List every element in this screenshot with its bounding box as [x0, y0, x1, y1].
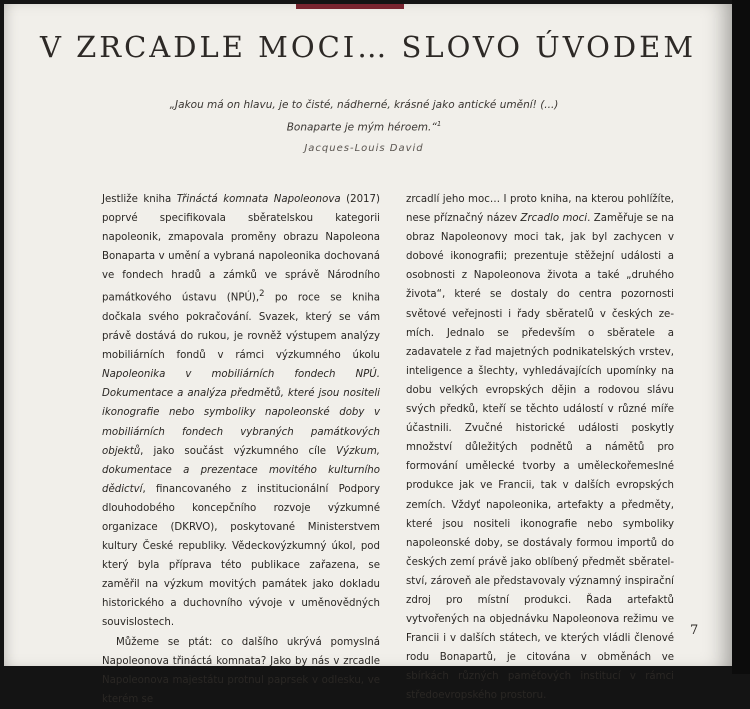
book-title-emphasis: Třináctá komnata Napoleonova: [176, 194, 341, 205]
research-goal-emphasis: Výzkum, dokumentace a prezentace movitého kulturního dědictví: [102, 445, 380, 495]
text-run: po roce se kniha dočkala svého pokračování. Svazek, který se vám právě dostává do rukou, je rovněž výstupem analýzy mobiliárních fondů v rámci výzkumného úkolu: [102, 292, 381, 362]
text-run: Jestliže kniha: [102, 194, 177, 205]
text-run: (2017) poprvé specifikovala sběratelskou kategorii napoleonik, zmapovala proměny obrazu Napoleona Bonaparta v umění a vybraná napoleonika dochovaná ve fondech hradů a zámků ve správě Národního památkového ústavu (NPÚ),: [102, 194, 380, 304]
page-number: 7: [690, 623, 699, 638]
chapter-title: V ZRCADLE MOCI… SLOVO ÚVODEM: [39, 30, 697, 64]
right-column: [406, 190, 674, 706]
footnote-mark: 2: [259, 289, 265, 300]
page-edge-shadow: [732, 0, 750, 674]
left-paragraph-2: Můžeme se ptát: co dalšího ukrývá pomyslná Napoleonova třináctá komnata? Jako by nás v zrcadle Napoleonova majestátu protnul paprsek v odlesku, ve kterém se: [102, 636, 380, 705]
text-run: , financovaného z institucionální Podpory dlouhodobého koncepčního rozvoje výzkumné organizace (DKRVO), poskytované Ministerstvem kultury České republiky. Vědeckovýzkumný úkol, pod který byla příprava této publikace zařazena, se zaměřil na výzkum movitých památek jako dokladu historického a duchovního vývoje v uměnovědných souvislostech.: [102, 483, 380, 629]
epigraph: [154, 96, 574, 158]
text-run: . Zaměřuje se na obraz Napoleonovy moci tak, jak byl zachycen v dobové ikonografii; prezentuje stěžejní události a osobnosti z Napoleonova života a také „druhého života“, které se dostaly do centra pozornosti světové veřejnosti i řady sběratelů v českých zemích. Jednalo se především o sběratele a zadavatele z řad majetných podnikatelských vrstev, inteligence a šlechty, vyhledávajících upomínky na dobu velkých evropských dějin a rodovou slávu svých předků, kteří se těchto událostí v různé míře účastnili. Zvučné historické události poskytly množství důležitých podnětů a námětů pro formování umělecké tvorby a uměleckořemeslné produkce jak ve Francii, tak v dalších evropských zemích. Vždyť napoleonika, artefakty a předměty, které jsou nositeli ikonografie nebo symboliky napoleonské doby, se dostávaly formou importů do českých zemí právě jako oblíbený předmět sběratelství, zároveň ale představovaly významný inspirační zdroj pro místní produkci. Řada artefaktů vytvořených na objednávku Napoleonova režimu ve Francii i v dalších státech, ve kterých vládli členové rodu Bonapartů, je citována v obměnách ve sbírkách různých paměťových institucí v rámci středoevropského prostoru.: [406, 213, 674, 702]
bookmark-ribbon: [296, 4, 404, 9]
book-title-emphasis: Zrcadlo moci: [520, 213, 588, 225]
project-title-emphasis: Napoleonika v mobiliárních fondech NPÚ. Dokumentace a analýza předmětů, které jsou nositeli ikonografie nebo symboliky napoleonské doby v mobiliárních fondech vybraných památkových objektů: [102, 369, 380, 457]
epigraph-attribution: Jacques-Louis David: [304, 142, 424, 154]
epigraph-quote-line1: „Jakou má on hlavu, je to čisté, nádherné, krásné jako antické umění! (...): [169, 99, 559, 111]
text-run: zrcadlí jeho moc… I proto kniha, na kterou pohlížíte, nese příznačný název: [406, 194, 674, 225]
left-column: [102, 190, 380, 709]
left-paragraph-1: [102, 190, 380, 633]
text-run: , jako součást výzkumného cíle: [140, 445, 337, 457]
right-paragraph-1: [406, 190, 674, 706]
epigraph-footnote-mark: 1: [436, 120, 442, 128]
epigraph-quote-line2: Bonaparte je mým héroem.“: [286, 121, 437, 134]
book-page: [4, 4, 732, 705]
